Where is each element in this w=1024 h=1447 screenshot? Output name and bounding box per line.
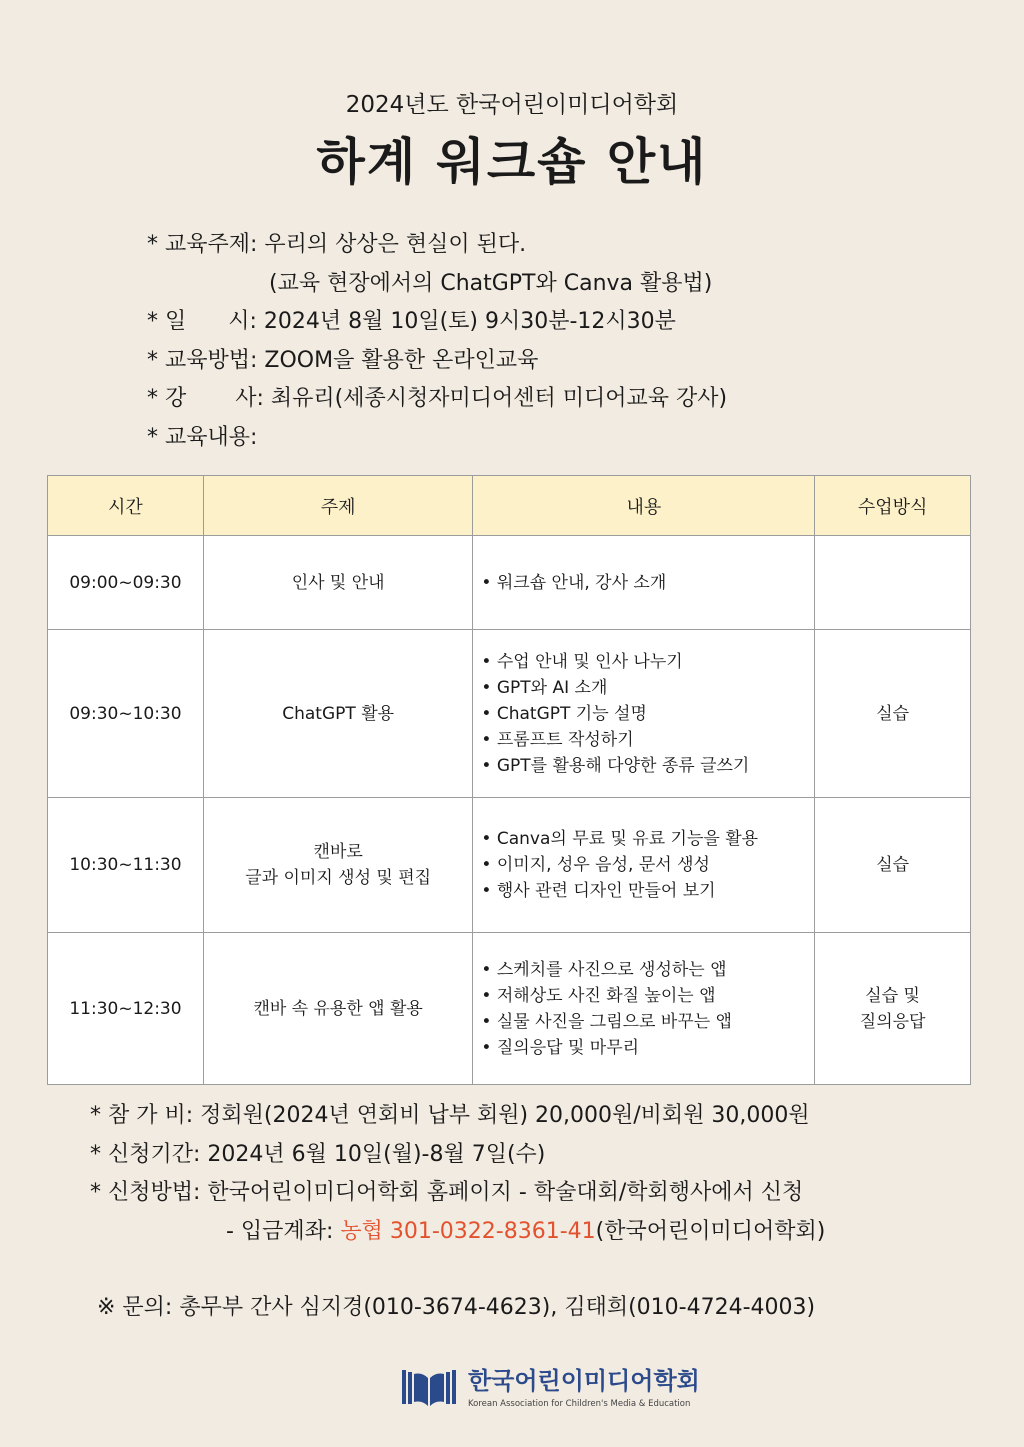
table-row [48,933,971,1085]
cell-type [815,798,971,933]
content-line: • 행사 관련 디자인 만들어 보기 [481,881,716,901]
cell-time: 10:30~11:30 [48,798,204,933]
header-content: 내용 [473,476,815,536]
info-content-label: * 교육내용: [147,424,258,450]
type-line: 실습 및 [865,985,920,1006]
account-label: - 입금계좌: [226,1218,341,1244]
account-number: 농협 301-0322-8361-41 [340,1218,596,1244]
content-line: • 저해상도 사진 화질 높이는 앱 [481,985,716,1006]
header-topic: 주제 [203,476,473,536]
content-line: • GPT와 AI 소개 [481,677,608,698]
topic-line: 글과 이미지 생성 및 편집 [245,868,432,888]
topic-line: ChatGPT 활용 [282,703,395,724]
logo-text [468,1367,700,1409]
type-line: 실습 [876,703,910,724]
content-line: • 프롬프트 작성하기 [481,729,634,750]
content-line: • 이미지, 성우 음성, 문서 생성 [481,855,710,875]
cell-time: 09:30~10:30 [48,630,204,798]
content-line: • 실물 사진을 그림으로 바꾸는 앱 [481,1011,732,1032]
content-line: • 수업 안내 및 인사 나누기 [481,651,683,672]
footer-account [90,1213,825,1252]
cell-time: 11:30~12:30 [48,933,204,1085]
info-section [147,226,727,457]
cell-content [473,536,815,630]
cell-type [815,933,971,1085]
inquiry: ※ 문의: 총무부 간사 심지경(010-3674-4623), 김태희(010-4724-4003) [97,1295,816,1320]
logo-name: 한국어린이미디어학회 [468,1367,700,1395]
table-row [48,630,971,798]
topic-line: 인사 및 안내 [291,572,385,593]
type-line: 질의응답 [859,1011,926,1032]
cell-type [815,536,971,630]
footer-fee: * 참 가 비: 정회원(2024년 연회비 납부 회원) 20,000원/비회원 30,000원 [90,1103,810,1128]
cell-topic [203,536,473,630]
content-line: • GPT를 활용해 다양한 종류 글쓰기 [481,755,750,776]
cell-time: 09:00~09:30 [48,536,204,630]
cell-type [815,630,971,798]
topic-line: 캔바 속 유용한 앱 활용 [253,998,423,1019]
table-row [48,798,971,933]
table-row [48,536,971,630]
info-instructor: * 강 사: 최유리(세종시청자미디어센터 미디어교육 강사) [147,386,728,411]
info-topic: * 교육주제: 우리의 상상은 현실이 된다. [147,232,527,257]
info-topic-sub: (교육 현장에서의 ChatGPT와 Canva 활용법) [269,270,713,296]
topic-line: 캔바로 [313,842,363,862]
header-time: 시간 [48,476,204,536]
type-line: 실습 [876,855,910,875]
info-datetime: * 일 시: 2024년 8월 10일(토) 9시30분-12시30분 [147,309,676,334]
cell-content [473,933,815,1085]
info-method: * 교육방법: ZOOM을 활용한 온라인교육 [147,347,539,373]
footer-section [90,1097,825,1251]
logo-english: Korean Association for Children's Media & Education [468,1399,691,1409]
header-type: 수업방식 [815,476,971,536]
footer-apply: * 신청방법: 한국어린이미디어학회 홈페이지 - 학술대회/학회행사에서 신청 [90,1180,804,1205]
page-title: 하계 워크숍 안내 [316,133,708,191]
cell-topic [203,933,473,1085]
cell-topic [203,798,473,933]
content-line: • ChatGPT 기능 설명 [481,703,647,724]
logo [400,1366,700,1410]
account-holder: (한국어린이미디어학회) [595,1218,826,1244]
footer-period: * 신청기간: 2024년 6월 10일(월)-8월 7일(수) [90,1141,546,1167]
content-line: • 스케치를 사진으로 생성하는 앱 [481,959,727,980]
cell-topic [203,630,473,798]
content-line: • 워크숍 안내, 강사 소개 [481,572,667,593]
content-line: • Canva의 무료 및 유료 기능을 활용 [481,829,759,849]
schedule-table [47,475,971,1085]
book-icon [400,1366,458,1410]
cell-content [473,798,815,933]
subtitle: 2024년도 한국어린이미디어학회 [345,92,679,118]
cell-content [473,630,815,798]
table-header-row [48,476,971,536]
content-line: • 질의응답 및 마무리 [481,1037,640,1058]
